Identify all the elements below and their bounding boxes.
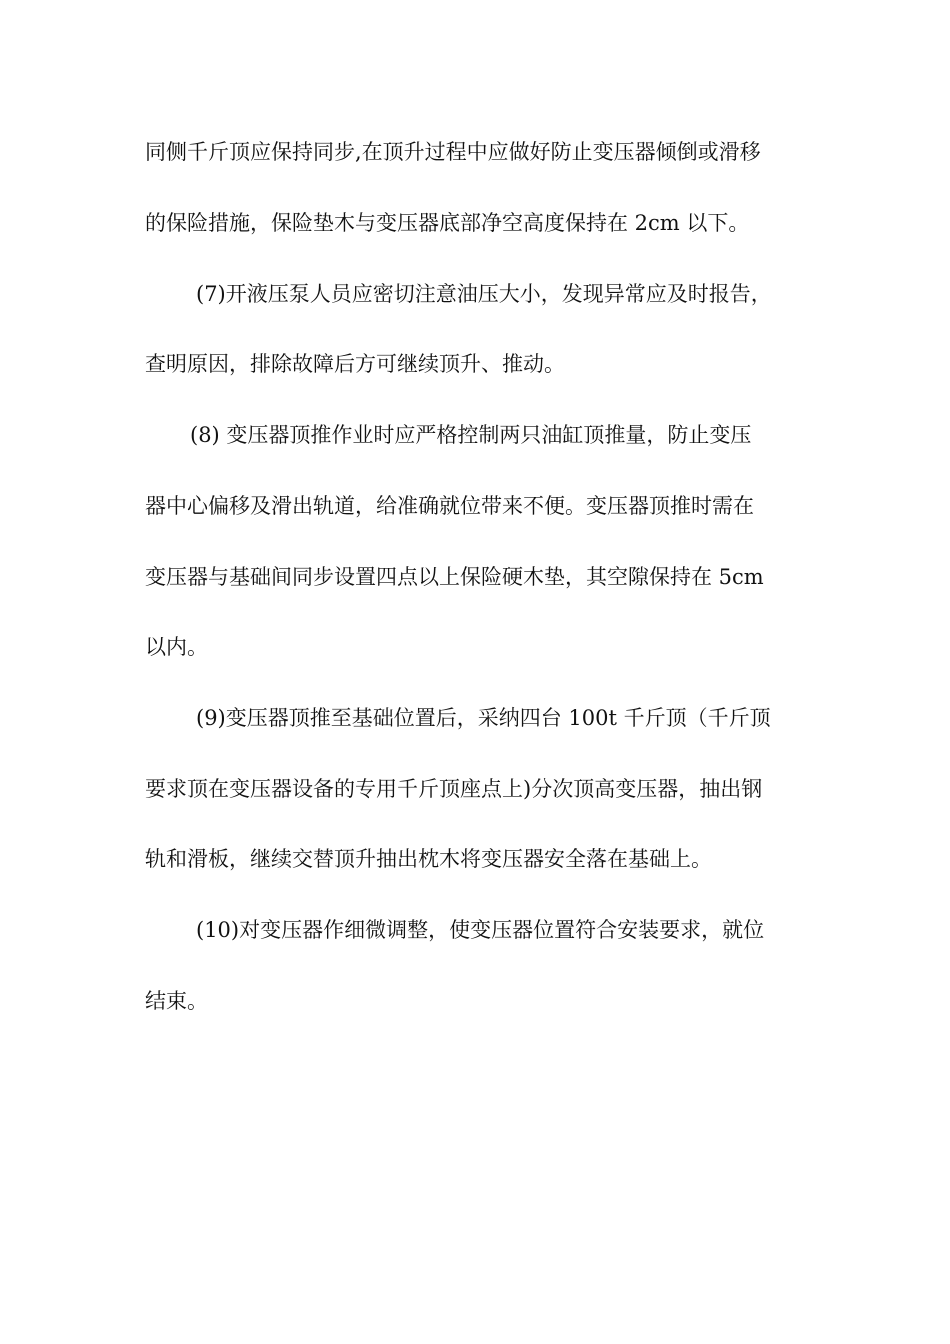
text-line: 结束。: [145, 989, 208, 1013]
text-line: 同侧千斤顶应保持同步,在顶升过程中应做好防止变压器倾倒或滑移: [145, 140, 761, 164]
text-line: 查明原因，排除故障后方可继续顶升、推动。: [145, 352, 565, 376]
text-line: 变压器与基础间同步设置四点以上保险硬木垫，其空隙保持在 5cm: [145, 565, 764, 589]
text-line: 器中心偏移及滑出轨道，给准确就位带来不便。变压器顶推时需在: [145, 494, 754, 518]
text-line: (10)对变压器作细微调整，使变压器位置符合安装要求，就位: [196, 918, 765, 942]
text-line: 的保险措施，保险垫木与变压器底部净空高度保持在 2cm 以下。: [145, 211, 750, 235]
text-line: 要求顶在变压器设备的专用千斤顶座点上)分次顶高变压器，抽出钢: [145, 777, 763, 801]
text-line: 以内。: [145, 635, 208, 659]
text-line: (8) 变压器顶推作业时应严格控制两只油缸顶推量，防止变压: [190, 423, 752, 447]
text-line: 轨和滑板，继续交替顶升抽出枕木将变压器安全落在基础上。: [145, 847, 712, 871]
text-line: (9)变压器顶推至基础位置后，采纳四台 100t 千斤顶（千斤顶: [196, 706, 771, 730]
text-line: (7)开液压泵人员应密切注意油压大小，发现异常应及时报告，: [196, 282, 772, 306]
